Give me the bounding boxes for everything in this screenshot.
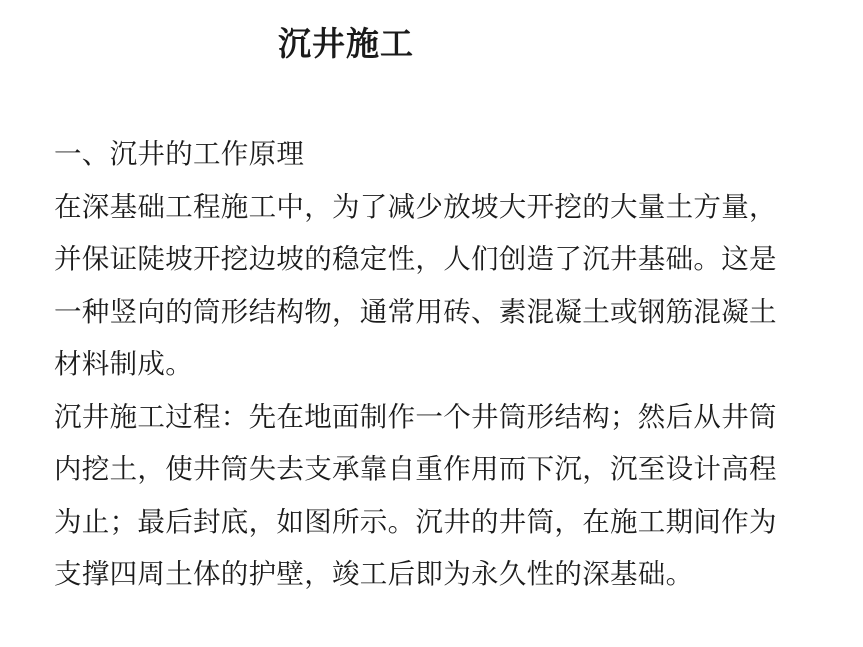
paragraph-line: 为止；最后封底，如图所示。沉井的井筒，在施工期间作为 bbox=[54, 505, 777, 538]
paragraph-line: 材料制成。 bbox=[54, 348, 193, 380]
document-body bbox=[54, 128, 777, 601]
document-title: 沉井施工 bbox=[278, 24, 414, 63]
paragraph-line: 并保证陡坡开挖边坡的稳定性，人们创造了沉井基础。这是 bbox=[54, 243, 777, 275]
section-heading: 一、沉井的工作原理 bbox=[54, 138, 305, 170]
paragraph-line: 内挖土，使井筒失去支承靠自重作用而下沉，沉至设计高程 bbox=[54, 453, 777, 485]
paragraph-line: 在深基础工程施工中，为了减少放坡大开挖的大量土方量， bbox=[54, 190, 777, 223]
paragraph-line: 沉井施工过程：先在地面制作一个井筒形结构；然后从井筒 bbox=[54, 400, 777, 433]
paragraph-line: 支撑四周土体的护壁，竣工后即为永久性的深基础。 bbox=[54, 558, 694, 590]
paragraph-line: 一种竖向的筒形结构物，通常用砖、素混凝土或钢筋混凝土 bbox=[54, 295, 777, 328]
